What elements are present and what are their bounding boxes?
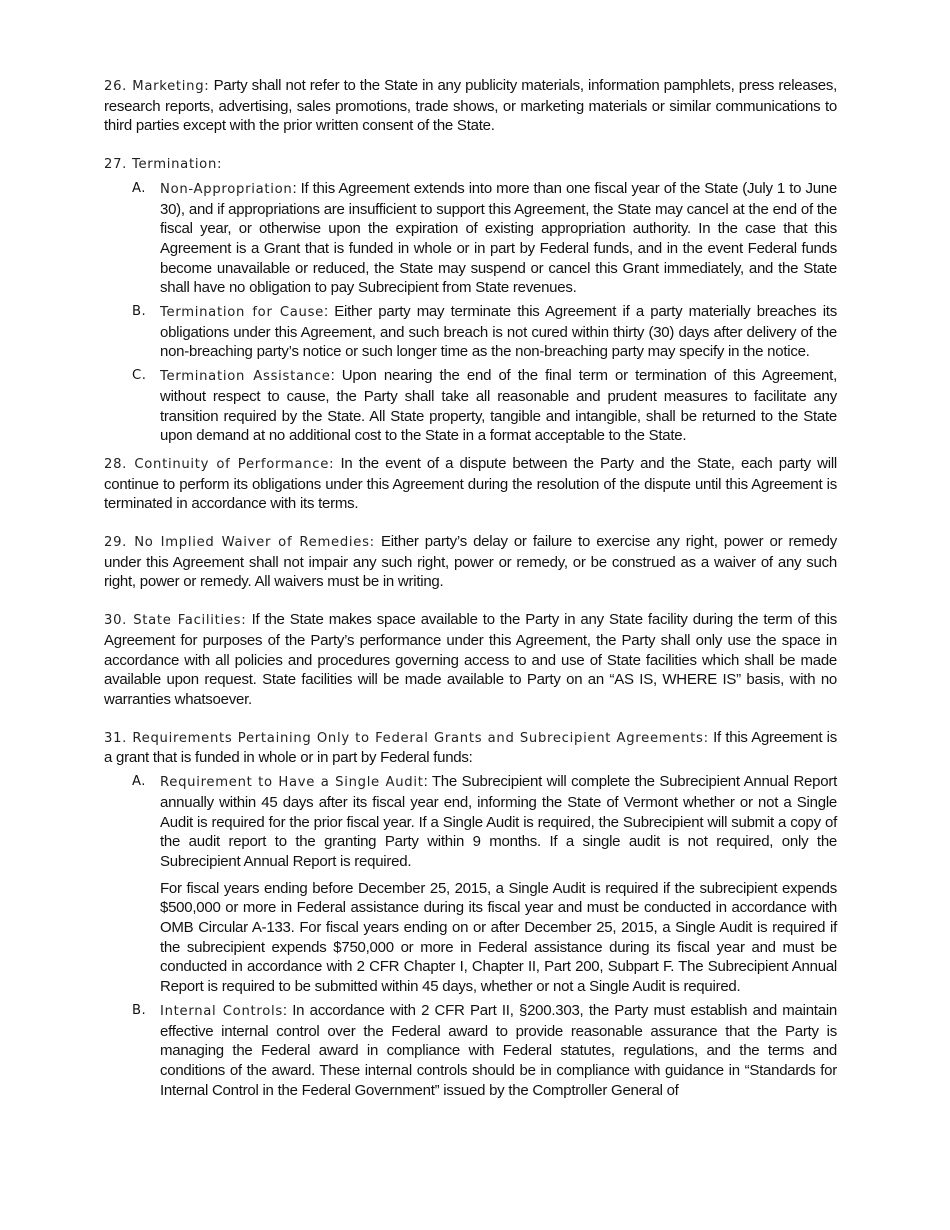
section-29-body: Either party’s delay or failure to exercise any right, power or remedy under this Agreement shall not impair any such right, power or remedy, or be construed as a waiver of any such right, power or remedy. All waivers must be in writing. — [104, 533, 837, 591]
subsection-paragraph: Termination for Cause: Either party may terminate this Agreement if a party materially breaches its obligations under this Agreement, and such breach is not cured within thirty (30) days after delivery of the non-breaching party’s notice or such longer time as the non-breaching party may specify in the notice. — [160, 303, 837, 361]
subsection-marker: A. — [132, 774, 146, 790]
subsection-body: In accordance with 2 CFR Part II, §200.303, the Party must establish and maintain effective internal control over the Federal award to provide reasonable assurance that the Party is managing the Federal award in compliance with Federal statutes, regulations, and the terms and conditions of the award. These internal controls should be in compliance with guidance in “Standards for Internal Control in the Federal Government” issued by the Comptroller General of — [160, 1001, 837, 1099]
subsection-paragraph: Requirement to Have a Single Audit: The Subrecipient will complete the Subrecipient Annual Report annually within 45 days after its fiscal year end, informing the State of Vermont whether or not a Single Audit is required for the prior fiscal year. If a Single Audit is required, the Subrecipient will submit a copy of the audit report to the granting Party within 9 months. If a single audit is not required, only the Subrecipient Annual Report is required. — [160, 773, 837, 870]
subsection-body: Upon nearing the end of the final term or termination of this Agreement, without respect to cause, the Party shall take all reasonable and prudent measures to facilitate any transition required by the State. All State property, tangible and intangible, shall be returned to the State upon demand at no additional cost to the State in a format acceptable to the State. — [160, 367, 837, 445]
section-28-body: In the event of a dispute between the Party and the State, each party will continue to perform its obligations under this Agreement during the resolution of the dispute until this Agreement is terminated in accordance with its terms. — [104, 454, 837, 513]
section-26-number: 26. — [104, 79, 128, 94]
subsection-heading: Non-Appropriation — [160, 181, 293, 197]
subsection-heading: Termination Assistance — [160, 369, 331, 385]
section-26-title: Marketing — [132, 79, 205, 94]
subsection-marker: B. — [132, 1002, 147, 1018]
subsection-heading: Requirement to Have a Single Audit — [160, 775, 424, 791]
section-28-heading: 28. Continuity of Performance: — [104, 456, 335, 472]
section-28-title: Continuity of Performance — [134, 456, 330, 472]
section-31-paragraph — [104, 728, 837, 768]
section-27-subsections — [104, 179, 837, 446]
section-27-title: Termination — [131, 157, 218, 173]
subsection-marker: C. — [132, 368, 147, 384]
subsection-27c — [104, 366, 837, 446]
section-29-paragraph — [104, 532, 837, 592]
section-29-no-implied-waiver — [104, 532, 837, 592]
section-30-title: State Facilities — [133, 613, 242, 629]
section-31-heading: 31. Requirements Pertaining Only to Federal Grants and Subrecipient Agreements: — [104, 730, 709, 746]
section-31-subsections — [104, 772, 837, 1100]
section-26-body: Party shall not refer to the State in any publicity materials, information pamphlets, press releases, research reports, advertising, sales promotions, trade shows, or marketing materials or similar communications to third parties except with the prior written consent of the State. — [104, 77, 837, 135]
section-29-heading: 29. No Implied Waiver of Remedies: — [104, 535, 375, 551]
section-27-termination — [104, 154, 837, 446]
subsection-heading: Termination for Cause — [160, 305, 324, 321]
subsection-heading: Internal Controls — [160, 1003, 283, 1019]
section-30-body: If the State makes space available to the Party in any State facility during the term of this Agreement for purposes of the Party’s performance under this Agreement, the Party shall only use the space in accordance with all policies and procedures governing access to and use of State facilities which shall be made available upon request. State facilities will be made available to Party on an “AS IS, WHERE IS” basis, with no warranties whatsoever. — [104, 611, 837, 708]
section-31-body: If this Agreement is a grant that is funded in whole or in part by Federal funds: — [104, 728, 837, 767]
section-31-number: 31. — [104, 730, 128, 746]
document-page — [104, 76, 837, 1118]
subsection-body: If this Agreement extends into more than one fiscal year of the State (July 1 to June 30), and if appropriations are insufficient to support this Agreement, the State may cancel at the end of the fiscal year, or otherwise upon the expiration of existing appropriation authority. In the case that this Agreement is a Grant that is funded in whole or in part by Federal funds, and in the event Federal funds become unavailable or reduced, the State may suspend or cancel this Grant immediately, and the State shall have no obligation to pay Subrecipient from State revenues. — [160, 179, 837, 297]
section-27-heading: 27. Termination: — [104, 157, 223, 173]
section-30-number: 30. — [104, 613, 128, 629]
subsection-body: Either party may terminate this Agreement if a party materially breaches its obligations under this Agreement, and such breach is not cured within thirty (30) days after delivery of the non-breaching party’s notice or such longer time as the non-breaching party may specify in the notice. — [160, 303, 837, 361]
subsection-27b — [104, 302, 837, 362]
section-28-number: 28. — [104, 456, 128, 472]
section-29-title: No Implied Waiver of Remedies — [134, 535, 370, 551]
section-28-continuity — [104, 454, 837, 514]
section-29-number: 29. — [104, 535, 128, 551]
section-31-federal-grants — [104, 728, 837, 1101]
section-30-paragraph — [104, 610, 837, 710]
subsection-paragraph: Internal Controls: In accordance with 2 CFR Part II, §200.303, the Party must establish and maintain effective internal control over the Federal award to provide reasonable assurance that the Party is managing the Federal award in compliance with Federal statutes, regulations, and the terms and conditions of the award. These internal controls should be in compliance with guidance in “Standards for Internal Control in the Federal Government” issued by the Comptroller General of — [160, 1001, 837, 1099]
section-26-heading: 26. Marketing: — [104, 79, 210, 94]
section-31-title: Requirements Pertaining Only to Federal Grants and Subrecipient Agreements — [132, 730, 704, 746]
subsection-marker: A. — [132, 180, 146, 196]
subsection-paragraph-2: For fiscal years ending before December 25, 2015, a Single Audit is required if the subrecipient expends $500,000 or more in Federal assistance during its fiscal year and must be conducted in accordance with OMB Circular A-133. For fiscal years ending on or after December 25, 2015, a Single Audit is required if the subrecipient expends $750,000 or more in Federal assistance during its fiscal year and must be conducted in accordance with 2 CFR Chapter I, Chapter II, Part 200, Subpart F. The Subrecipient Annual Report is required to be submitted within 45 days, whether or not a Single Audit is required. — [160, 879, 837, 996]
subsection-body: The Subrecipient will complete the Subrecipient Annual Report annually within 45 days after its fiscal year end, informing the State of Vermont whether or not a Single Audit is required for the prior fiscal year. If a Single Audit is required, the Subrecipient will submit a copy of the audit report to the granting Party within 9 months. If a single audit is not required, only the Subrecipient Annual Report is required. — [160, 773, 837, 870]
subsection-31b — [104, 1001, 837, 1101]
section-27-number: 27. — [104, 157, 128, 173]
section-30-state-facilities — [104, 610, 837, 710]
section-26-paragraph — [104, 76, 837, 136]
subsection-31a — [104, 772, 837, 997]
section-27-paragraph — [104, 154, 837, 175]
subsection-paragraph: Non-Appropriation: If this Agreement extends into more than one fiscal year of the State (July 1 to June 30), and if appropriations are insufficient to support this Agreement, the State may cancel at the end of the fiscal year, or otherwise upon the expiration of existing appropriation authority. In the case that this Agreement is a Grant that is funded in whole or in part by Federal funds, and in the event Federal funds become unavailable or reduced, the State may suspend or cancel this Grant immediately, and the State shall have no obligation to pay Subrecipient from State revenues. — [160, 179, 837, 297]
subsection-paragraph: Termination Assistance: Upon nearing the end of the final term or termination of this Agreement, without respect to cause, the Party shall take all reasonable and prudent measures to facilitate any transition required by the State. All State property, tangible and intangible, shall be returned to the State upon demand at no additional cost to the State in a format acceptable to the State. — [160, 367, 837, 445]
section-26-marketing — [104, 76, 837, 136]
section-28-paragraph — [104, 454, 837, 514]
subsection-27a — [104, 179, 837, 298]
section-30-heading: 30. State Facilities: — [104, 613, 247, 629]
subsection-marker: B. — [132, 304, 147, 320]
